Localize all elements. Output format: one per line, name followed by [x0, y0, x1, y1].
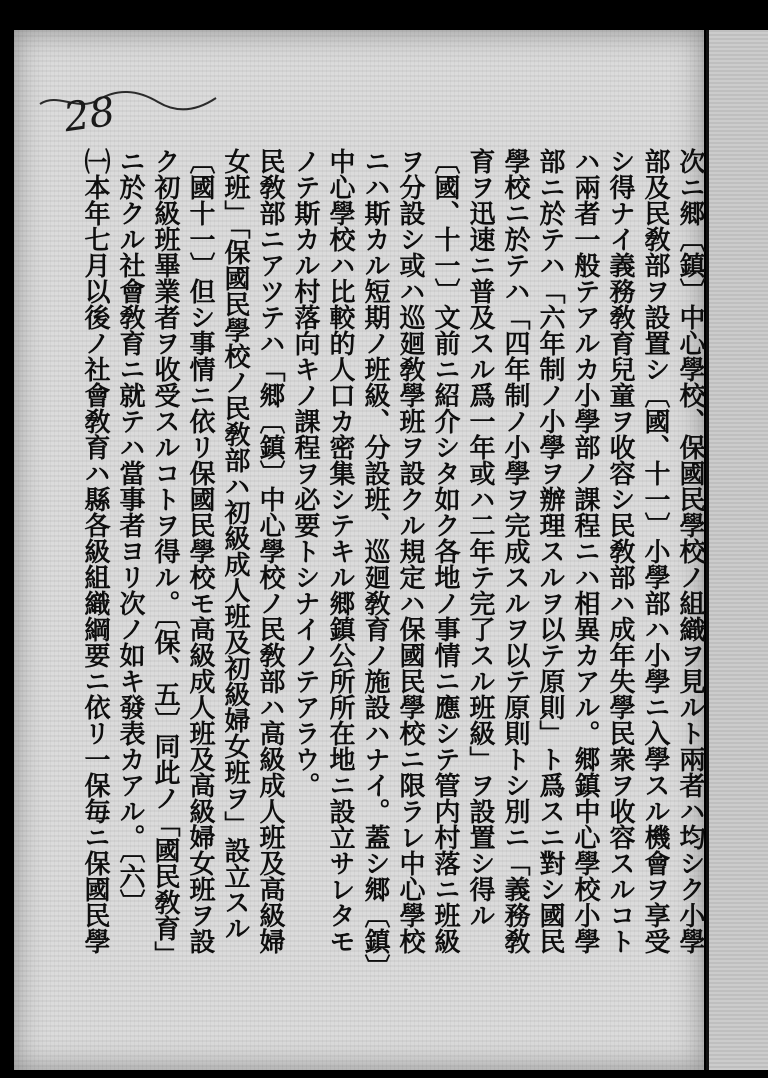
text-column: シ得ナイ義務敎育兒童ヲ收容シ民敎部ハ成年失學民衆ヲ收容スルコト	[605, 148, 635, 954]
text-column: ニハ斯カル短期ノ班級、分設班、巡廻敎育ノ施設ハナイ。蓋シ郷〔鎮〕	[360, 148, 390, 980]
text-column: 育ヲ迅速ニ普及スル爲一年或ハ二年テ完了スル班級」ヲ設置シ得ル	[465, 148, 495, 928]
text-column: 學校ニ於テハ「四年制ノ小學ヲ完成スルヲ以テ原則トシ別ニ「義務敎	[500, 148, 530, 954]
text-column: ヲ分設シ或ハ巡廻敎學班ヲ設クル規定ハ保國民學校ニ限ラレ中心學校	[395, 148, 425, 954]
text-column: 女班」「保國民學校ノ民敎部ハ初級成人班及初級婦女班ヲ」設立スル	[220, 148, 250, 941]
text-column: ノテ斯カル村落向キノ課程ヲ必要トシナイノテアラウ。	[290, 148, 320, 798]
text-column: 〔國、十一〕文前ニ紹介シタ如ク各地ノ事情ニ應シテ管内村落ニ班級	[430, 148, 460, 954]
text-column: 部ニ於テハ「六年制ノ小學ヲ辦理スルヲ以テ原則」ト爲スニ對シ國民	[535, 148, 565, 954]
text-column: 部及民敎部ヲ設置シ〔國、十一〕小學部ハ小學ニ入學スル機會ヲ享受	[640, 148, 670, 954]
text-column: 〔國十一〕但シ事情ニ依リ保國民學校モ高級成人班及高級婦女班ヲ設	[185, 148, 215, 954]
text-column: ニ於クル社會敎育ニ就テハ當事者ヨリ次ノ如キ發表カアル。〔六〕	[115, 148, 145, 915]
text-column: ハ兩者一般テアルカ小學部ノ課程ニハ相異カアル。郷鎮中心學校小學	[570, 148, 600, 954]
text-column: ㈠本年七月以後ノ社會敎育ハ縣各級組織綱要ニ依リ一保毎ニ保國民學	[80, 148, 110, 954]
page-number: 28	[61, 88, 118, 142]
text-column: 中心學校ハ比較的人口カ密集シテキル郷鎮公所所在地ニ設立サレタモ	[325, 148, 355, 954]
text-column: 次ニ郷〔鎮〕中心學校、保國民學校ノ組織ヲ見ルト兩者ハ均シク小學	[675, 148, 705, 954]
document-page	[14, 30, 704, 1070]
vertical-text-block	[76, 148, 704, 1008]
text-column: 民敎部ニアツテハ「郷〔鎮〕中心學校ノ民敎部ハ高級成人班及高級婦	[255, 148, 285, 954]
adjacent-page-edge	[706, 30, 768, 1070]
text-column: ク初級班畢業者ヲ收受スルコトヲ得ル。〔保、五〕同此ノ「國民敎育」	[150, 148, 180, 967]
